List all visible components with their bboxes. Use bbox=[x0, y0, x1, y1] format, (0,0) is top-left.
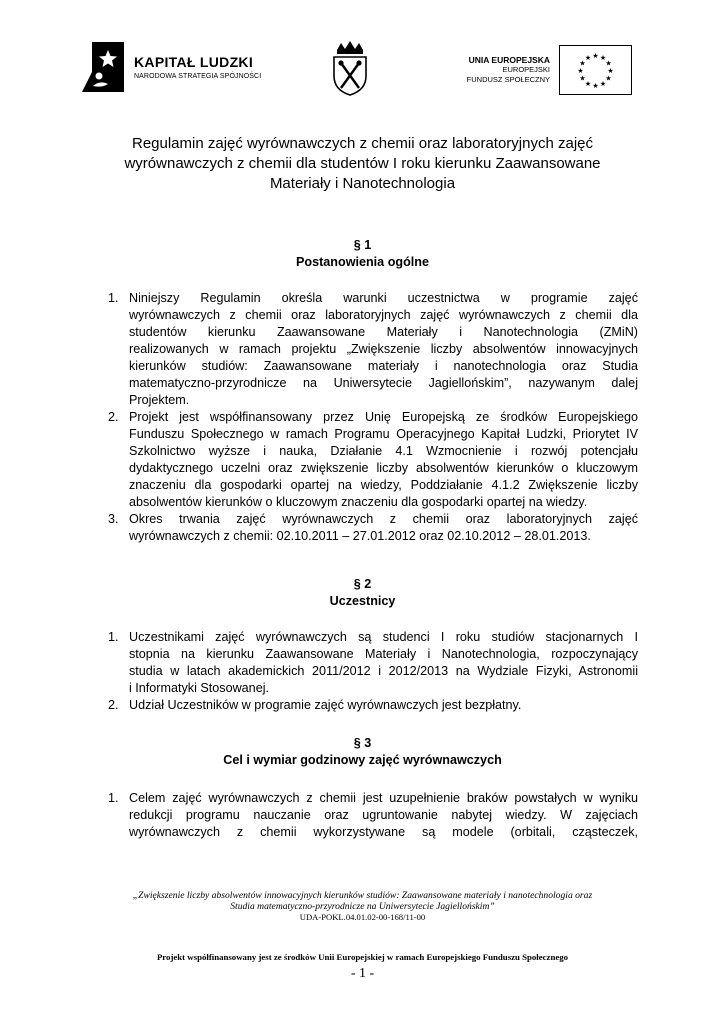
text-line: Projektem. bbox=[129, 393, 190, 407]
list-item bbox=[0, 697, 725, 714]
list-item bbox=[0, 790, 725, 841]
text-line: wyrównawczych z chemii oraz laboratoryjnych zajęć wyrównawczych z chemii dla bbox=[129, 308, 638, 322]
svg-text:★: ★ bbox=[592, 82, 599, 90]
list-item bbox=[0, 290, 725, 409]
section-2-list bbox=[0, 629, 725, 714]
text-line: wyrównawczych z chemii wykorzystywane są modele (orbitali, cząsteczek, bbox=[129, 825, 638, 839]
kapital-ludzki-logo-icon bbox=[82, 42, 124, 92]
text-line: stopnia na kierunku Zaawansowane Materiały i Nanotechnologia, rozpoczynający bbox=[129, 647, 638, 661]
svg-text:★: ★ bbox=[605, 59, 612, 68]
svg-text:★: ★ bbox=[577, 67, 584, 75]
section-heading: Postanowienia ogólne bbox=[296, 255, 429, 269]
text-line: znaczeniu dla gospodarki opartej na wiedzy, Poddziałanie 4.1.2 Zwiększenie liczby bbox=[129, 478, 638, 492]
kapital-ludzki-subtitle: NARODOWA STRATEGIA SPÓJNOŚCI bbox=[134, 73, 262, 80]
title-line-3: Materiały i Nanotechnologia bbox=[269, 175, 456, 192]
list-item bbox=[0, 511, 725, 545]
eu-union-label: UNIA EUROPEJSKA bbox=[468, 55, 550, 65]
text-line: Szkolnictwo wyższe i nauka, Działanie 4.1 Wzmocnienie i rozwój potencjału bbox=[129, 444, 638, 458]
item-number: 2. bbox=[108, 698, 119, 712]
item-text bbox=[129, 697, 638, 714]
footer-project-name bbox=[60, 890, 665, 912]
eu-fund-line-1: EUROPEJSKI bbox=[502, 65, 550, 74]
page-number: - 1 - bbox=[350, 966, 375, 981]
svg-text:★: ★ bbox=[607, 67, 614, 75]
text-line: Niniejszy Regulamin określa warunki uczestnictwa w programie zajęć bbox=[129, 291, 638, 305]
text-line: Udział Uczestników w programie zajęć wyrównawczych jest bezpłatny. bbox=[129, 698, 522, 712]
item-number: 1. bbox=[108, 791, 119, 805]
svg-text:★: ★ bbox=[579, 59, 586, 68]
svg-text:★: ★ bbox=[592, 52, 599, 60]
svg-text:★: ★ bbox=[599, 54, 607, 62]
item-text bbox=[129, 290, 638, 409]
text-line: Okres trwania zajęć wyrównawczych z chemii oraz laboratoryjnych zajęć bbox=[129, 512, 638, 526]
footer-project-line-1: „Zwiększenie liczby absolwentów innowacyjnych kierunków studiów: Zaawansowane materiały i nanotechnologia oraz bbox=[132, 890, 593, 901]
text-line: redukcji programu nauczanie oraz ugruntowanie nabytej wiedzy. W zajęciach bbox=[129, 808, 638, 822]
svg-text:★: ★ bbox=[579, 74, 586, 83]
footer-project-code: UDA-POKL.04.01.02-00-168/11-00 bbox=[299, 912, 426, 922]
text-line: kierunków studiów: Zaawansowane materiały i nanotechnologia oraz Studia bbox=[129, 359, 638, 373]
item-text bbox=[129, 409, 638, 511]
section-1-list bbox=[0, 290, 725, 545]
text-line: studia w latach akademickich 2011/2012 i 2012/2013 na Wydziale Fizyki, Astronomii bbox=[129, 664, 638, 678]
text-line: Projekt jest współfinansowany przez Unię Europejską ze środków Europejskiego bbox=[129, 410, 638, 424]
text-line: realizowanych w ramach projektu „Zwiększenie liczby absolwentów innowacyjnych bbox=[129, 342, 638, 356]
text-line: wyrównawczych z chemii: 02.10.2011 – 27.01.2012 oraz 02.10.2012 – 28.01.2013. bbox=[129, 529, 591, 543]
text-line: Uczestnikami zajęć wyrównawczych są studenci I roku studiów stacjonarnych I bbox=[129, 630, 638, 644]
eu-fund-line-2: FUNDUSZ SPOŁECZNY bbox=[466, 75, 550, 84]
text-line: matematyczno-przyrodnicze na Uniwersytecie Jagiellońskim”, nazywanym dalej bbox=[129, 376, 638, 390]
document-title bbox=[80, 134, 645, 194]
footer-project-line-2: Studia matematyczno-przyrodnicze na Uniwersytecie Jagiellońskim” bbox=[230, 901, 495, 912]
eu-fund-label bbox=[440, 55, 550, 85]
svg-text:★: ★ bbox=[584, 54, 592, 62]
section-number: § 1 bbox=[353, 238, 372, 252]
text-line: dydaktycznego uczelni oraz zwiększenie liczby absolwentów kierunków o kluczowym bbox=[129, 461, 638, 475]
eu-flag-icon bbox=[559, 45, 632, 95]
section-heading: Cel i wymiar godzinowy zajęć wyrównawczych bbox=[223, 753, 502, 767]
item-text bbox=[129, 790, 638, 841]
item-number: 3. bbox=[108, 512, 119, 526]
list-item bbox=[0, 629, 725, 697]
section-heading: Uczestnicy bbox=[329, 594, 396, 608]
item-number: 2. bbox=[108, 410, 119, 424]
text-line: studentów kierunku Zaawansowane Materiały i Nanotechnologia (ZMiN) bbox=[129, 325, 638, 339]
title-line-1: Regulamin zajęć wyrównawczych z chemii oraz laboratoryjnych zajęć bbox=[131, 135, 593, 152]
section-1-header bbox=[80, 237, 645, 271]
list-item bbox=[0, 409, 725, 511]
title-line-2: wyrównawczych z chemii dla studentów I roku kierunku Zaawansowane bbox=[124, 155, 601, 172]
item-text bbox=[129, 629, 638, 697]
svg-text:★: ★ bbox=[605, 74, 612, 83]
section-number: § 2 bbox=[353, 577, 372, 591]
section-3-list bbox=[0, 790, 725, 841]
section-2-header bbox=[80, 576, 645, 610]
footer-financing-note: Projekt współfinansowany jest ze środków Unii Europejskiej w ramach Europejskiego Funduszu Społecznego bbox=[156, 952, 569, 962]
section-3-header bbox=[80, 735, 645, 769]
text-line: Funduszu Społecznego w ramach Programu Operacyjnego Kapitał Ludzki, Priorytet IV bbox=[129, 427, 638, 441]
page-header bbox=[0, 0, 725, 110]
item-number: 1. bbox=[108, 630, 119, 644]
svg-text:★: ★ bbox=[584, 80, 592, 88]
kapital-ludzki-title: KAPITAŁ LUDZKI bbox=[134, 54, 254, 70]
text-line: absolwentów kierunków o kluczowym znaczeniu dla gospodarki opartej na wiedzy. bbox=[129, 495, 588, 509]
text-line: Celem zajęć wyrównawczych z chemii jest uzupełnienie braków powstałych w wyniku bbox=[129, 791, 638, 805]
university-crest-icon bbox=[331, 40, 369, 96]
item-number: 1. bbox=[108, 291, 119, 305]
section-number: § 3 bbox=[353, 736, 372, 750]
svg-text:★: ★ bbox=[599, 80, 607, 88]
text-line: i Informatyki Stosowanej. bbox=[129, 681, 269, 695]
item-text bbox=[129, 511, 638, 545]
